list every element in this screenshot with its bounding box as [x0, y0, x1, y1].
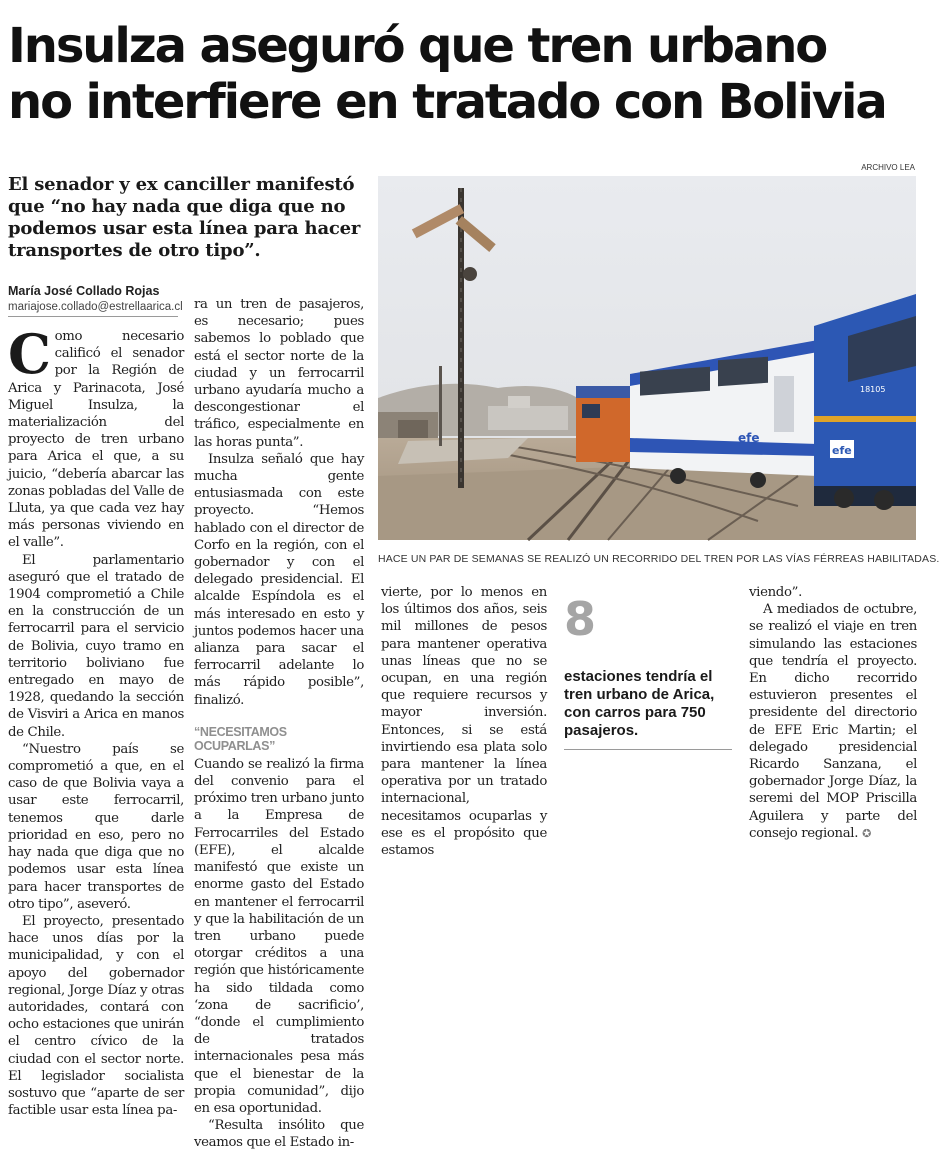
article-column-1	[8, 322, 184, 1119]
paragraph: El proyecto, presentado hace unos días por la municipalidad, y con el apoyo del gobernador regional, Jorge Díaz y otras autoridades, contará con ocho estaciones que unirán el centro cívico de la ciudad con el sector norte. El legislador socialista sostuvo que “aparte de ser factible usar esta línea pa-	[8, 913, 184, 1119]
paragraph: Insulza señaló que hay mucha gente entusiasmada con este proyecto. “Hemos hablado con el director de Corfo en la región, con el gobernador y con el delegado presidencial. El alcalde Espíndola es el más interesado en esto y juntos podemos hacer una alianza para sacar el ferrocarril adelante lo más rápido posible”, finalizó.	[194, 451, 364, 708]
train-photo-illustration	[378, 176, 916, 540]
article-column-3	[381, 584, 547, 859]
paragraph-text: omo necesario calificó el senador por la Región de Arica y Parinacota, José Miguel Insulza, la materialización del proyecto de tren urbano para Arica el que, a su juicio, “debería abarcar las zonas pobladas del Valle de Lluta, ya que cada vez hay más personas viviendo en el valle”.	[8, 329, 184, 551]
end-of-article-icon: ✪	[862, 826, 871, 840]
paragraph: ra un tren de pasajeros, es necesario; pues sabemos lo poblado que está el sector norte de la ciudad y un ferrocarril urbano ayudaría mucho a descongestionar el tráfico, especialmente en las horas punta”.	[194, 297, 364, 450]
paragraph: Cuando se realizó la firma del convenio para el próximo tren urbano junto a la Empresa de Ferrocarriles del Estado (EFE), el alcalde manifestó que existe un enorme gasto del Estado en mantener el ferrocarril y que la habilitación de un tren urbano puede otorgar créditos a una región que históricamente ha sido tildada como ‘zona de sacrificio’, “donde el cumplimiento de tratados internacionales pesa más que el bienestar de la propia comunidad”, dijo en esa oportunidad.	[194, 756, 364, 1116]
drop-cap: C	[8, 322, 51, 386]
article-column-2	[194, 296, 364, 1152]
headline	[8, 18, 918, 130]
train-photo	[378, 176, 916, 540]
article-column-5	[749, 584, 917, 842]
headline-line-2: no interfiere en tratado con Bolivia	[8, 74, 886, 130]
photo-caption: HACE UN PAR DE SEMANAS SE REALIZÓ UN RECORRIDO DEL TREN POR LAS VÍAS FÉRREAS HABILITADAS.	[378, 553, 939, 565]
locomotive-number: 18105	[860, 385, 886, 394]
paragraph: “Resulta insólito que veamos que el Estado in-	[194, 1118, 364, 1151]
paragraph	[8, 322, 184, 552]
byline-email[interactable]: mariajose.collado@estrellaarica.cl	[8, 301, 178, 317]
deck-subtitle: El senador y ex canciller manifestó que “no hay nada que diga que no podemos usar esta línea para hacer transportes de otro tipo”.	[8, 174, 361, 261]
paragraph	[749, 601, 917, 842]
coach-logo: efe	[738, 431, 760, 445]
section-subhead: “NECESITAMOS OCUPARLAS”	[194, 724, 287, 753]
factbox-divider	[564, 749, 732, 750]
paragraph: El parlamentario aseguró que el tratado de 1904 comprometió a Chile en la construcción de un ferrocarril para el servicio de Bolivia, cuyo tramo en territorio boliviano fue entregado en mayo de 1928, quedando la sección de Visviri a Arica en manos de Chile.	[8, 552, 184, 740]
paragraph: “Nuestro país se comprometió a que, en el caso de que Bolivia vaya a usar este ferrocarril, tenemos que darle prioridad en eso, pero no hay nada que diga que no podemos usar esta línea para hacer transportes de otro tipo”, aseveró.	[8, 741, 184, 912]
photo-credit: ARCHIVO LEA	[861, 163, 915, 172]
byline-author: María José Collado Rojas	[8, 284, 160, 298]
factbox-text: estaciones tendría el tren urbano de Arica, con carros para 750 pasajeros.	[564, 668, 715, 739]
factbox-number: 8	[564, 592, 597, 646]
paragraph: vierte, por lo menos en los últimos dos años, seis mil millones de pesos para mantener operativa unas líneas que no se ocupan, en una región que requiere recursos y mayor inversión. Entonces, si se está invirtiendo esa plata solo para mantener la línea operativa por un tratado internacional, necesitamos ocuparlas y ese es el propósito que estamos	[381, 585, 547, 859]
locomotive-logo: efe	[832, 444, 852, 457]
headline-line-1: Insulza aseguró que tren urbano	[8, 18, 827, 74]
paragraph: viendo”.	[749, 585, 802, 600]
paragraph-text: A mediados de octubre, se realizó el viaje en tren simulando las estaciones que tendría el proyecto. En dicho recorrido estuvieron presentes el presidente del directorio de EFE Eric Martin; el delegado presidencial Ricardo Sanzana, el gobernador Jorge Díaz, la seremi del MOP Priscilla Aguilera y parte del consejo regional.	[749, 602, 917, 841]
